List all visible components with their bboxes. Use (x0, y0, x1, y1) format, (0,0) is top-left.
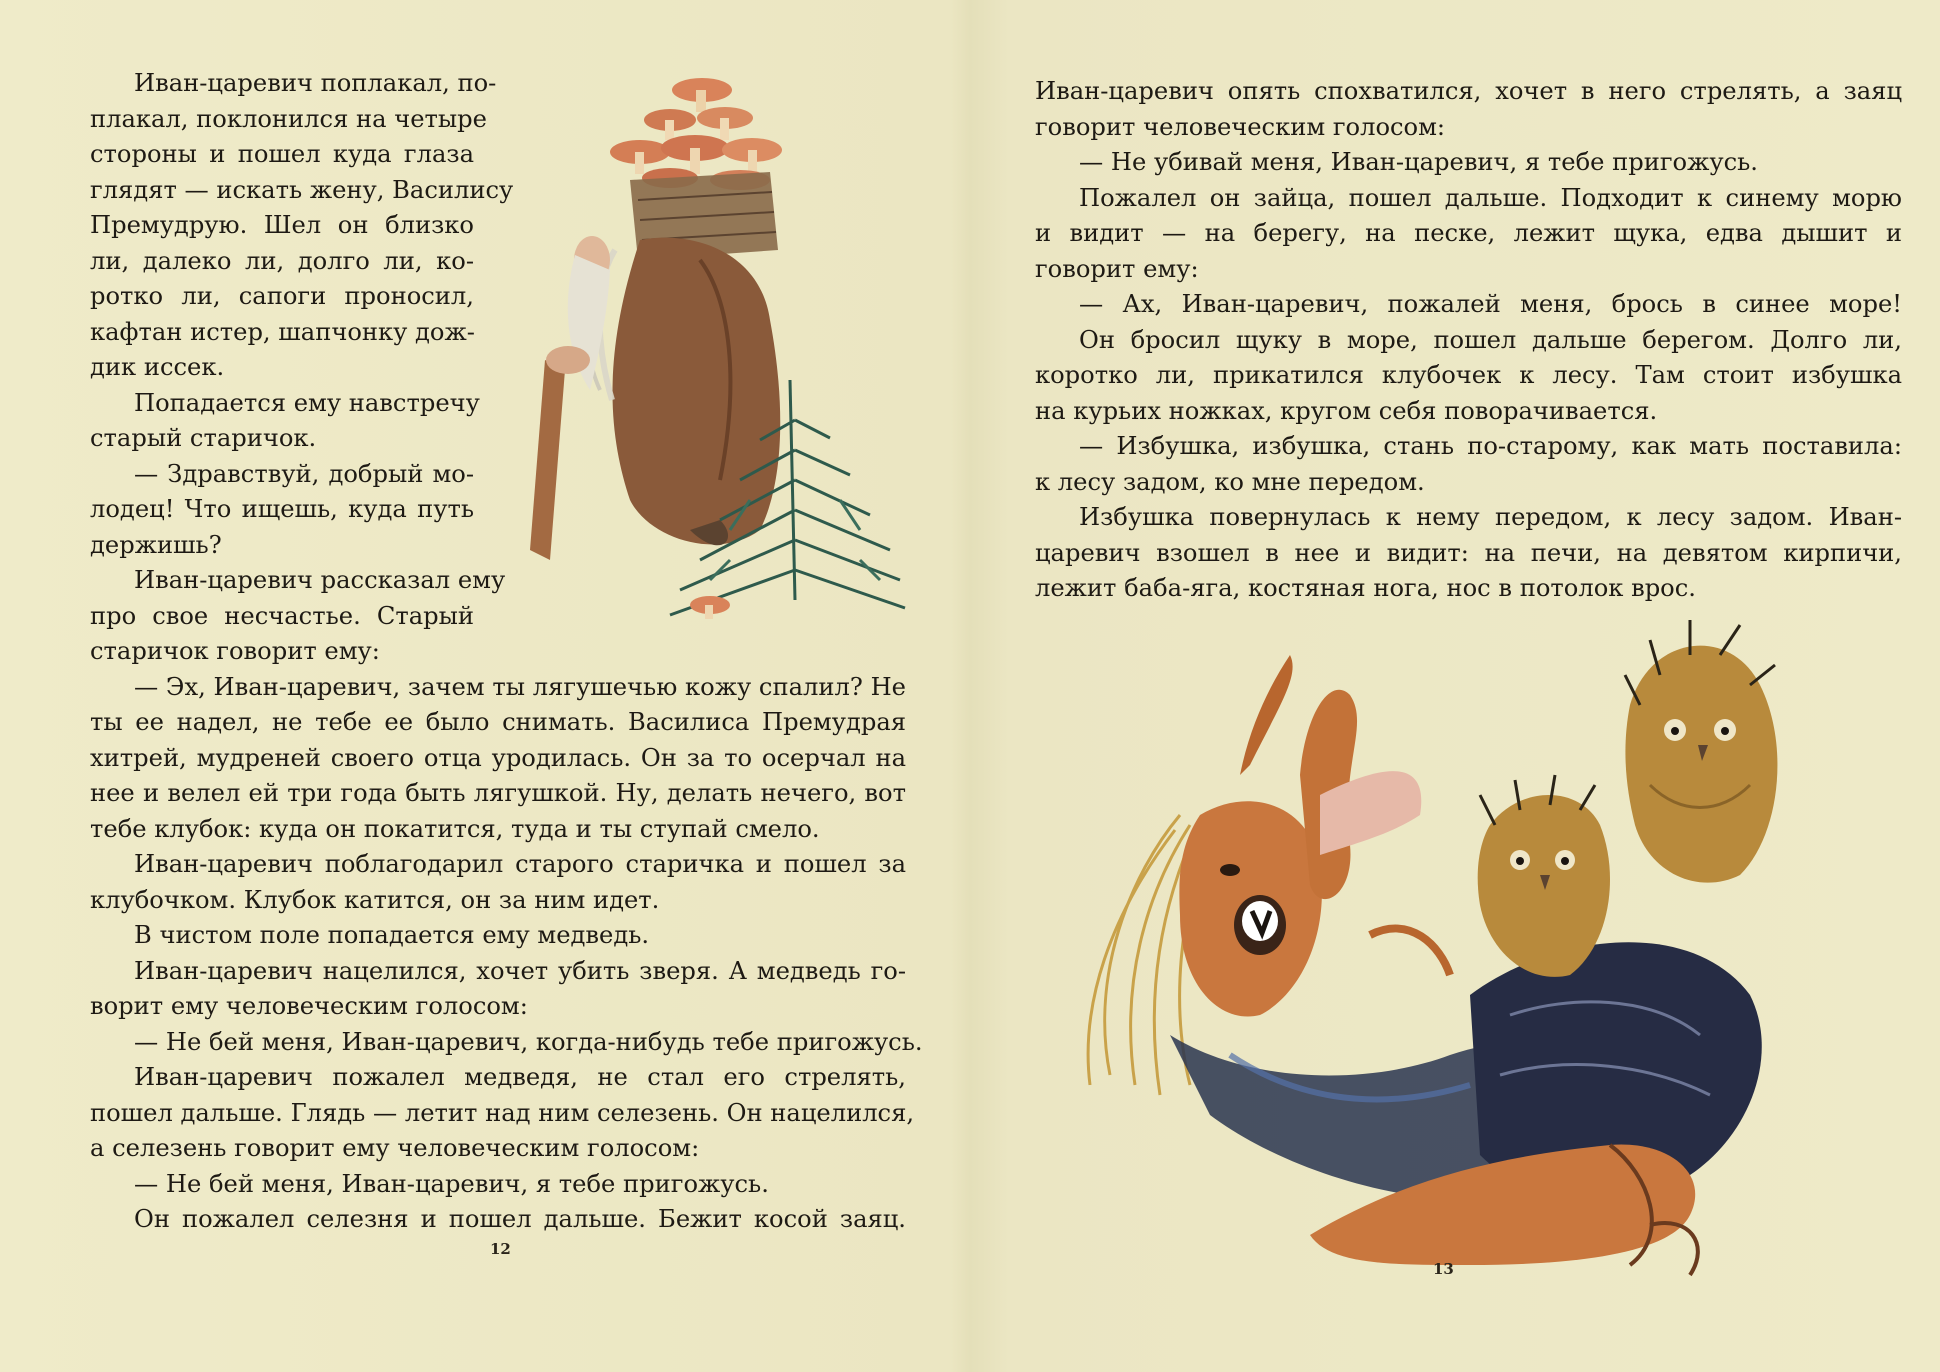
text-line: Избушка повернулась к нему передом, к лесу задом. Иван- (1079, 503, 1902, 531)
text-line: — Избушка, избушка, стань по-старому, как мать поставила: (1079, 432, 1902, 460)
text-line: хитрей, мудреней своего отца уродилась. Он за то осерчал на (90, 743, 906, 772)
text-line: Иван-царевич пожалел медведя, не стал его стрелять, (134, 1063, 906, 1091)
text-line: Премудрую. Шел он близко (90, 211, 474, 239)
text-line: на курьих ножках, кругом себя поворачивается. (1035, 396, 1658, 425)
text-line: пошел дальше. Глядь — летит над ним селезень. Он нацелился, (90, 1098, 915, 1127)
text-line: — Здравствуй, добрый мо- (134, 459, 474, 488)
page-number: 13 (1433, 1260, 1454, 1278)
text-line: клубочком. Клубок катится, он за ним идет. (90, 885, 660, 914)
text-line: и видит — на берегу, на песке, лежит щука, едва дышит и (1035, 219, 1902, 247)
text-line: Иван-царевич опять спохватился, хочет в него стрелять, а заяц (1035, 77, 1902, 105)
text-line: Иван-царевич рассказал ему (134, 566, 506, 594)
text-line: Иван-царевич поблагодарил старого старичка и пошел за (134, 850, 906, 878)
text-line: — Эх, Иван-царевич, зачем ты лягушечью кожу спалил? Не (134, 672, 906, 701)
text-line: старичок говорит ему: (90, 637, 380, 665)
text-line: глядят — искать жену, Василису (90, 175, 514, 204)
text-line: кафтан истер, шапчонку дож- (90, 317, 475, 346)
text-line: Попадается ему навстречу (134, 388, 480, 417)
baba-yaga-figure (1179, 655, 1450, 1017)
text-line: Он пожалел селезня и пошел дальше. Бежит косой заяц. (134, 1205, 906, 1233)
text-line: плакал, поклонился на четыре (90, 104, 487, 133)
text-line: — Не бей меня, Иван-царевич, когда-нибудь тебе пригожусь. (134, 1027, 923, 1056)
text-line: к лесу задом, ко мне передом. (1035, 467, 1425, 496)
text-line: ты ее надел, не тебе ее было снимать. Василиса Премудрая (90, 708, 906, 736)
text-line: ворит ему человеческим голосом: (90, 992, 528, 1020)
owl-large (1625, 620, 1777, 883)
text-line: — Ах, Иван-царевич, пожалей меня, брось в синее море! (1079, 290, 1902, 318)
text-line: тебе клубок: куда он покатится, туда и ты ступай смело. (90, 814, 820, 843)
text-line: коротко ли, прикатился клубочек к лесу. Там стоит избушка (1035, 361, 1902, 389)
text-line: держишь? (90, 530, 222, 559)
text-line: — Не убивай меня, Иван-царевич, я тебе пригожусь. (1079, 148, 1758, 176)
text-line: лежит баба-яга, костяная нога, нос в потолок врос. (1035, 574, 1696, 602)
text-line: Пожалел он зайца, пошел дальше. Подходит к синему морю (1079, 183, 1902, 212)
old-man-illustration (520, 60, 910, 640)
text-line: говорит человеческим голосом: (1035, 112, 1446, 141)
owl-small (1478, 775, 1610, 977)
right-page (970, 0, 1940, 1372)
text-line: говорит ему: (1035, 254, 1199, 283)
text-line: дик иссек. (90, 353, 225, 381)
baba-yaga-illustration (1050, 615, 1910, 1305)
text-line: В чистом поле попадается ему медведь. (134, 921, 650, 949)
text-line: Он бросил щуку в море, пошел дальше берегом. Долго ли, (1079, 325, 1902, 354)
page-number: 12 (490, 1240, 511, 1258)
text-line: а селезень говорит ему человеческим голосом: (90, 1134, 700, 1162)
text-line: старый старичок. (90, 424, 317, 452)
text-line: царевич взошел в нее и видит: на печи, на девятом кирпичи, (1035, 538, 1902, 567)
text-line: — Не бей меня, Иван-царевич, я тебе пригожусь. (134, 1169, 769, 1198)
text-line: ли, далеко ли, долго ли, ко- (90, 246, 474, 275)
text-line: Иван-царевич поплакал, по- (134, 69, 497, 97)
text-line: нее и велел ей три года быть лягушкой. Ну, делать нечего, вот (90, 779, 906, 807)
text-line: про свое несчастье. Старый (90, 601, 474, 630)
text-line: лодец! Что ищешь, куда путь (90, 495, 474, 523)
text-line: Иван-царевич нацелился, хочет убить зверя. А медведь го- (134, 956, 906, 985)
text-line: стороны и пошел куда глаза (90, 140, 474, 168)
mushrooms-basket (610, 78, 782, 260)
text-line: ротко ли, сапоги проносил, (90, 282, 474, 310)
